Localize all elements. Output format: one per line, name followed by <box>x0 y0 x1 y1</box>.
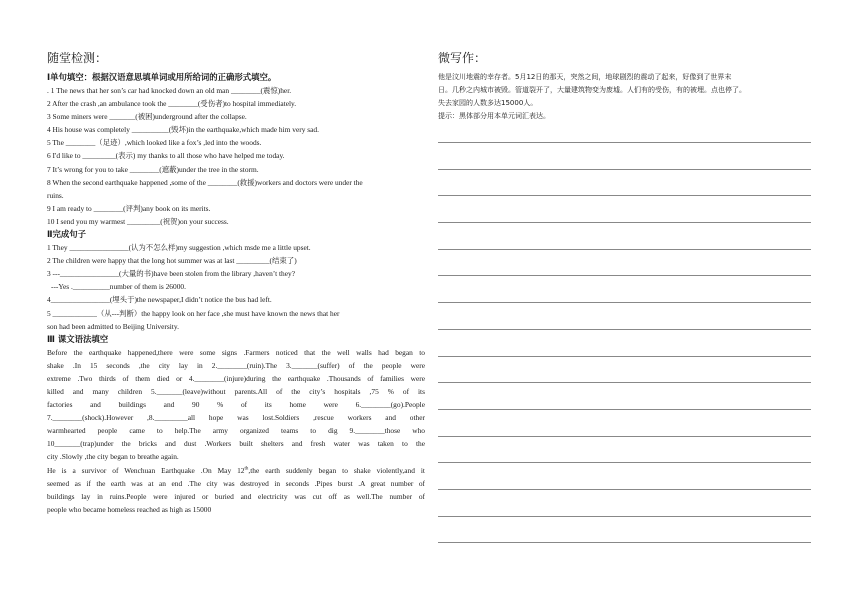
writing-title: 微写作： <box>438 51 487 65</box>
writing-line <box>438 142 811 143</box>
writing-line <box>438 462 811 463</box>
writing-line <box>438 169 811 170</box>
page-title: 随堂检测： <box>47 51 108 65</box>
right-column <box>438 50 813 123</box>
sec1-item: . 1 The news that her son’s car had knocked down an old man ________(震惊)her. <box>47 86 292 95</box>
passage2-line: people who became homeless reached as high as 15000 <box>47 504 212 514</box>
passage-line: 7.________(shock).However ,8._________all hope was lost.Soldiers ,rescue workers and other <box>47 413 425 423</box>
passage2-line: seemed as if the earth was at an end .The city was destroyed in seconds .Pipes burst .A great number of <box>47 478 425 488</box>
sec1-item: 8 When the second earthquake happened ,some of the ________(救援)workers and doctors were under the <box>47 177 363 187</box>
passage-line: extreme .Two thirds of them died or 4.________(injure)during the earthquake .Thousands of families were <box>47 373 425 383</box>
passage-line: warmhearted people came to help.The army organized teams to dig 9.________those who <box>47 426 425 436</box>
passage-line: city .Slowly ,the city began to breathe again. <box>47 452 179 462</box>
sec1-item: 5 The ________（足迹）,which looked like a fox’s ,led into the woods. <box>47 138 262 148</box>
passage2-text: He is a survivor of Wenchuan Earthquake .On May 12 <box>47 465 245 475</box>
sec1-item: 3 Some miners were _______(被困)underground after the collapse. <box>47 112 247 122</box>
passage2-line <box>47 464 425 477</box>
writing-lines[interactable] <box>438 142 811 543</box>
passage-line: killed and many children 5._______(leave)without parents.All of the city’s hospitals ,75 % of its <box>47 386 425 396</box>
writing-prompt-line: 失去家园的人数多达15000人。 <box>438 99 538 107</box>
writing-line <box>438 275 811 276</box>
passage2-text: ,the earth suddenly began to shake violently,and it <box>248 465 425 475</box>
writing-line <box>438 356 811 357</box>
sec2-item: son had been admitted to Beijing University. <box>47 321 179 331</box>
passage2-line: buildings lay in ruins.People were injured or buried and electricity was cut off as well.The number of <box>47 491 425 501</box>
passage-line: 10_______(trap)under the bricks and dust .Workers built shelters and fresh water was taken to the <box>47 439 425 449</box>
sec1-item: ruins. <box>47 190 64 200</box>
writing-line <box>438 302 811 303</box>
section-2-heading: Ⅱ完成句子 <box>47 229 87 240</box>
sec1-item: 2 After the crash ,an ambulance took the ________(受伤者)to hospital immediately. <box>47 99 297 109</box>
writing-hint: 提示：黑体部分用本单元词汇表达。 <box>438 112 550 120</box>
sec2-item: 3 ---________________(大量的书)have been stolen from the library ,haven’t they? <box>47 269 296 279</box>
section-3-heading: Ⅲ 课文语法填空 <box>47 333 109 344</box>
sec1-item: 7 It’s wrong for you to take ________(遮蔽)under the tree in the storm. <box>47 164 259 174</box>
sec1-item: 4 His house was completely __________(毁坏)in the earthquake,which made him very sad. <box>47 125 319 135</box>
ordinal-suffix: th <box>244 466 249 472</box>
writing-line <box>438 542 811 543</box>
writing-prompt-line: 日。几秒之内城市被毁。管道裂开了，大量建筑物变为废墟。人们有的受伤，有的被埋。点也停了。 <box>438 86 746 94</box>
writing-line <box>438 436 811 437</box>
writing-line <box>438 249 811 250</box>
section-1-heading: Ⅰ单句填空：根据汉语意思填单词或用所给词的正确形式填空。 <box>47 72 277 82</box>
passage-line: Before the earthquake happened,there were some signs .Farmers noticed that the well walls had began to <box>47 347 425 357</box>
sec2-item: 5 ____________（从---判断）the happy look on her face ,she must have known the news that her <box>47 308 340 318</box>
writing-line <box>438 516 811 517</box>
writing-line <box>438 195 811 196</box>
writing-line <box>438 382 811 383</box>
sec1-item: 9 I am ready to ________(评判)any book on its merits. <box>47 203 211 213</box>
sec1-item: 10 I send you my warmest _________(祝贺)on your success. <box>47 216 229 226</box>
writing-line <box>438 409 811 410</box>
writing-line <box>438 329 811 330</box>
writing-prompt-line: 他是汶川地震的幸存者。5月12日的那天，突然之间，地球剧烈的震动了起来，好像到了世界末 <box>438 73 732 81</box>
sec2-item: 4________________(埋头于)the newspaper,I didn’t notice the bus had left. <box>47 295 272 305</box>
passage-line: factories and buildings and 90 % of its home were 6.________(go).People <box>47 400 425 410</box>
sec2-item: ---Yes .__________number of them is 26000. <box>51 282 186 292</box>
writing-line <box>438 222 811 223</box>
sec1-item: 6 I'd like to _________(表示) my thanks to all those who have helped me today. <box>47 151 285 161</box>
writing-line <box>438 489 811 490</box>
passage-line: shake .In 15 seconds ,the city lay in 2.________(ruin).The 3._______(suffer) of the people were <box>47 360 425 370</box>
sec2-item: 1 They ________________(认为不怎么样)my suggestion ,which msde me a little upset. <box>47 243 311 253</box>
left-column <box>47 50 425 516</box>
sec2-item: 2 The children were happy that the long hot summer was at last _________(结束了) <box>47 256 297 266</box>
